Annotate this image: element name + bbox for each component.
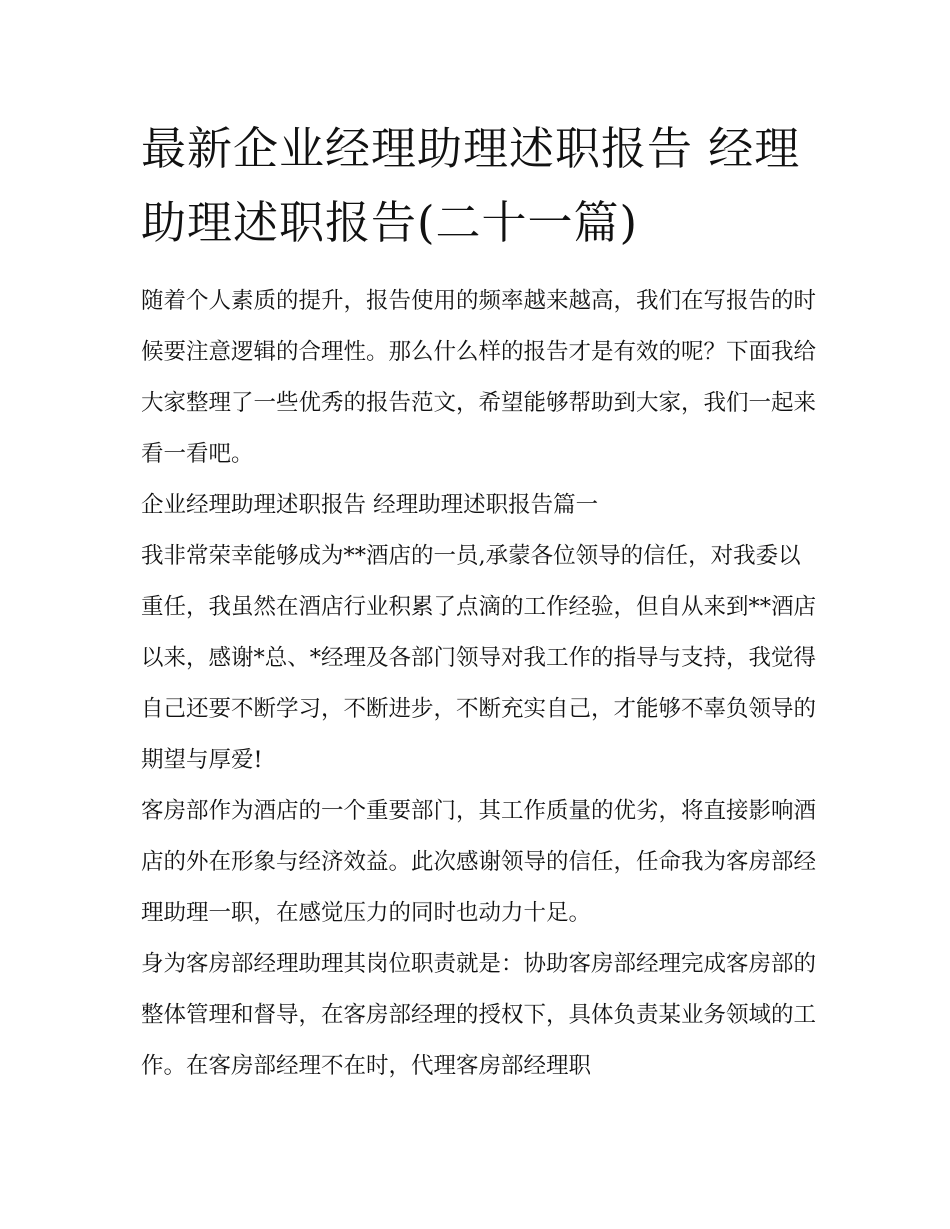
document-body [141,276,821,1092]
body-paragraph: 客房部作为酒店的一个重要部门，其工作质量的优劣，将直接影响酒店的外在形象与经济效益。此次感谢领导的信任，任命我为客房部经理助理一职，在感觉压力的同时也动力十足。 [141,798,817,926]
intro-paragraph: 随着个人素质的提升，报告使用的频率越来越高，我们在写报告的时候要注意逻辑的合理性。那么什么样的报告才是有效的呢？下面我给大家整理了一些优秀的报告范文，希望能够帮助到大家，我们一起来看一看吧。 [141,288,817,467]
document-title: 最新企业经理助理述职报告 经理助理述职报告(二十一篇) [141,122,801,249]
body-paragraph: 身为客房部经理助理其岗位职责就是：协助客房部经理完成客房部的整体管理和督导，在客房部经理的授权下，具体负责某业务领域的工作。在客房部经理不在时，代理客房部经理职 [141,951,817,1079]
body-paragraph: 我非常荣幸能够成为**酒店的一员,承蒙各位领导的信任，对我委以重任，我虽然在酒店行业积累了点滴的工作经验，但自从来到**酒店以来，感谢*总、*经理及各部门领导对我工作的指导与支持，我觉得自己还要不断学习，不断进步，不断充实自己，才能够不辜负领导的期望与厚爱! [141,543,817,773]
section-heading: 企业经理助理述职报告 经理助理述职报告篇一 [141,492,599,518]
